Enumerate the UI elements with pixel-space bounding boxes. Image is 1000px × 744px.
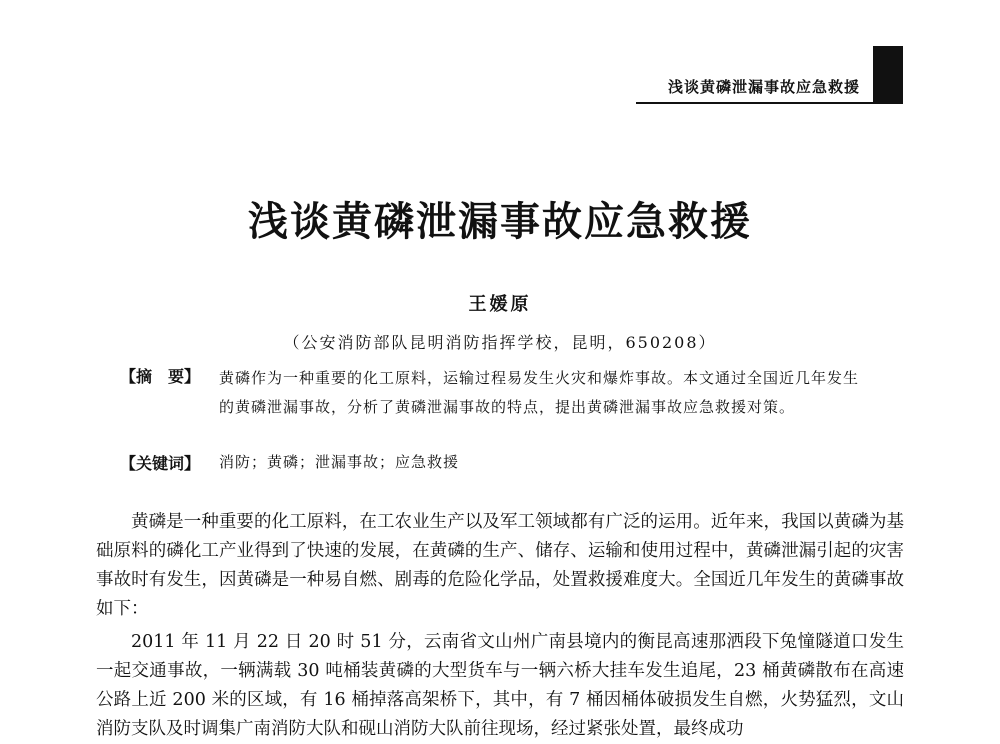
author: 王媛原	[468, 294, 532, 315]
header-rule	[636, 102, 874, 104]
abstract-text: 黄磷作为一种重要的化工原料，运输过程易发生火灾和爆炸事故。本文通过全国近几年发生的黄磷泄漏事故，分析了黄磷泄漏事故的特点，提出黄磷泄漏事故应急救援对策。	[219, 369, 860, 416]
keywords-label: 【关键词】	[120, 454, 201, 473]
body-paragraph: 2011 年 11 月 22 日 20 时 51 分，云南省文山州广南县境内的衡昆高速那洒段下兔憧隧道口发生一起交通事故，一辆满载 30 吨桶装黄磷的大型货车与一辆六桥大挂车发生追尾，23 桶黄磷散布在高速公路上近 200 米的区域，有 16 桶掉落高架桥下，其中，有 7 桶因桶体破损发生自燃，火势猛烈，文山消防支队及时调集广南消防大队和砚山消防大队前往现场，经过紧张处置，最终成功	[96, 632, 904, 739]
abstract-label: 【摘 要】	[120, 367, 201, 386]
article-title: 浅谈黄磷泄漏事故应急救援	[248, 199, 752, 245]
affiliation: （公安消防部队昆明消防指挥学校，昆明，650208）	[283, 333, 717, 352]
keywords-text: 消防；黄磷；泄漏事故；应急救援	[219, 453, 460, 471]
running-header-text: 浅谈黄磷泄漏事故应急救援	[667, 78, 860, 96]
body-paragraph: 黄磷是一种重要的化工原料，在工农业生产以及军工领域都有广泛的运用。近年来，我国以黄磷为基础原料的磷化工产业得到了快速的发展，在黄磷的生产、储存、运输和使用过程中，黄磷泄漏引起的灾害事故时有发生，因黄磷是一种易自燃、剧毒的危险化学品，处置救援难度大。全国近几年发生的黄磷事故如下：	[96, 512, 904, 619]
body-text	[96, 508, 904, 744]
running-header	[636, 72, 874, 104]
header-black-tab	[873, 46, 903, 104]
